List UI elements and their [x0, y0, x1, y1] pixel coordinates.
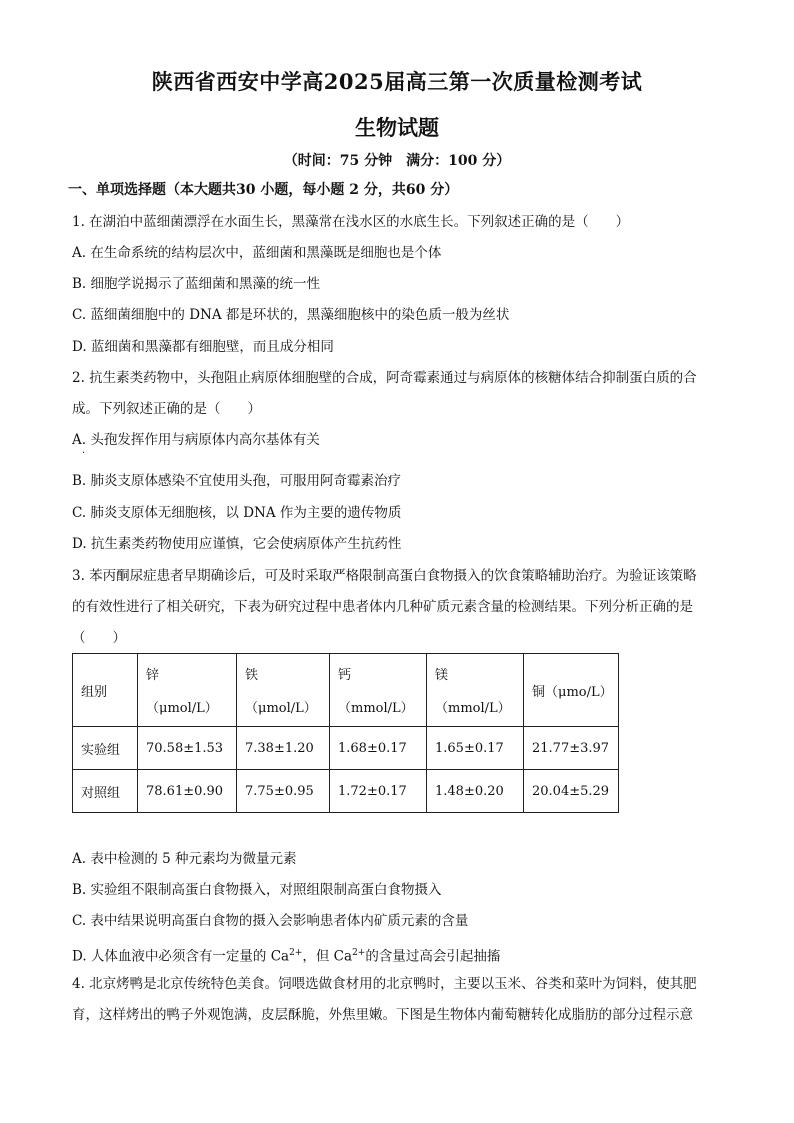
table-cell: 1.68±0.17 [330, 727, 427, 770]
table-cell: 70.58±1.53 [138, 727, 237, 770]
q1-option-b: B. 细胞学说揭示了蓝细菌和黑藻的统一性 [72, 276, 321, 292]
table-row [73, 770, 619, 813]
table-row [73, 727, 619, 770]
table-cell: 实验组 [73, 727, 138, 770]
section-heading: 一、单项选择题（本大题共30 小题，每小题 2 分，共60 分） [68, 182, 459, 198]
q3-option-b: B. 实验组不限制高蛋白食物摄入，对照组限制高蛋白食物摄入 [72, 882, 442, 898]
q1-option-c: C. 蓝细菌细胞中的 DNA 都是环状的，黑藻细胞核中的染色质一般为丝状 [72, 307, 510, 323]
stray-dot: · [82, 448, 86, 459]
q3-stem-line1: 3. 苯丙酮尿症患者早期确诊后，可及时采取严格限制高蛋白食物摄入的饮食策略辅助治疗。为验证该策略 [72, 568, 697, 584]
q3-option-c: C. 表中结果说明高蛋白食物的摄入会影响患者体内矿质元素的含量 [72, 913, 469, 929]
q3-option-a: A. 表中检测的 5 种元素均为微量元素 [72, 851, 297, 867]
table-cell: 1.72±0.17 [330, 770, 427, 813]
q2-option-d: D. 抗生素类药物使用应谨慎，它会使病原体产生抗药性 [72, 536, 402, 552]
table-header-cell: 镁 （mmol/L） [427, 654, 524, 727]
q1-option-d: D. 蓝细菌和黑藻都有细胞壁，而且成分相同 [72, 339, 334, 355]
table-cell: 7.75±0.95 [237, 770, 330, 813]
q4-stem-line1: 4. 北京烤鸭是北京传统特色美食。饲喂选做食材用的北京鸭时，主要以玉米、谷类和菜叶为饲料，使其肥 [72, 976, 697, 992]
q3-option-d: D. 人体血液中必须含有一定量的 $Ca^{2+}$，但 $Ca^{2+}$的含量过高会引起抽搐 [72, 948, 501, 965]
q3-stem-line3: （ ） [72, 630, 126, 646]
table-cell: 78.61±0.90 [138, 770, 237, 813]
table-header-cell: 组别 [73, 654, 138, 727]
table-cell: 20.04±5.29 [524, 770, 619, 813]
q2-stem-line1: 2. 抗生素类药物中，头孢阻止病原体细胞壁的合成，阿奇霉素通过与病原体的核糖体结合抑制蛋白质的合 [72, 370, 697, 386]
exam-subject: 生物试题 [355, 115, 439, 140]
table-header-cell: 铜（μmo/L） [524, 654, 619, 727]
q1-option-a: A. 在生命系统的结构层次中，蓝细菌和黑藻既是细胞也是个体 [72, 245, 442, 261]
q2-stem-line2: 成。下列叙述正确的是（ ） [72, 401, 261, 417]
q2-option-a: A. 头孢发挥作用与病原体内高尔基体有关 [72, 432, 320, 448]
exam-title: 陕西省西安中学高2025届高三第一次质量检测考试 [151, 69, 643, 94]
table-cell: 对照组 [73, 770, 138, 813]
q3-stem-line2: 的有效性进行了相关研究，下表为研究过程中患者体内几种矿质元素含量的检测结果。下列分析正确的是 [72, 599, 693, 615]
table-cell: 21.77±3.97 [524, 727, 619, 770]
q2-option-b: B. 肺炎支原体感染不宜使用头孢，可服用阿奇霉素治疗 [72, 473, 402, 489]
mineral-table [72, 653, 619, 813]
table-cell: 1.65±0.17 [427, 727, 524, 770]
table-cell: 7.38±1.20 [237, 727, 330, 770]
table-cell: 1.48±0.20 [427, 770, 524, 813]
table-header-row [73, 654, 619, 727]
table-header-cell: 钙 （mmol/L） [330, 654, 427, 727]
table-header-cell: 铁 （μmol/L） [237, 654, 330, 727]
table-header-cell: 锌 （μmol/L） [138, 654, 237, 727]
q2-option-c: C. 肺炎支原体无细胞核，以 DNA 作为主要的遗传物质 [72, 505, 402, 521]
exam-meta: （时间：75 分钟 满分：100 分） [283, 153, 511, 169]
q4-stem-line2: 育，这样烤出的鸭子外观饱满，皮层酥脆，外焦里嫩。下图是生物体内葡萄糖转化成脂肪的部分过程示意 [72, 1007, 693, 1023]
q1-stem: 1. 在湖泊中蓝细菌漂浮在水面生长，黑藻常在浅水区的水底生长。下列叙述正确的是（ ） [72, 214, 630, 230]
